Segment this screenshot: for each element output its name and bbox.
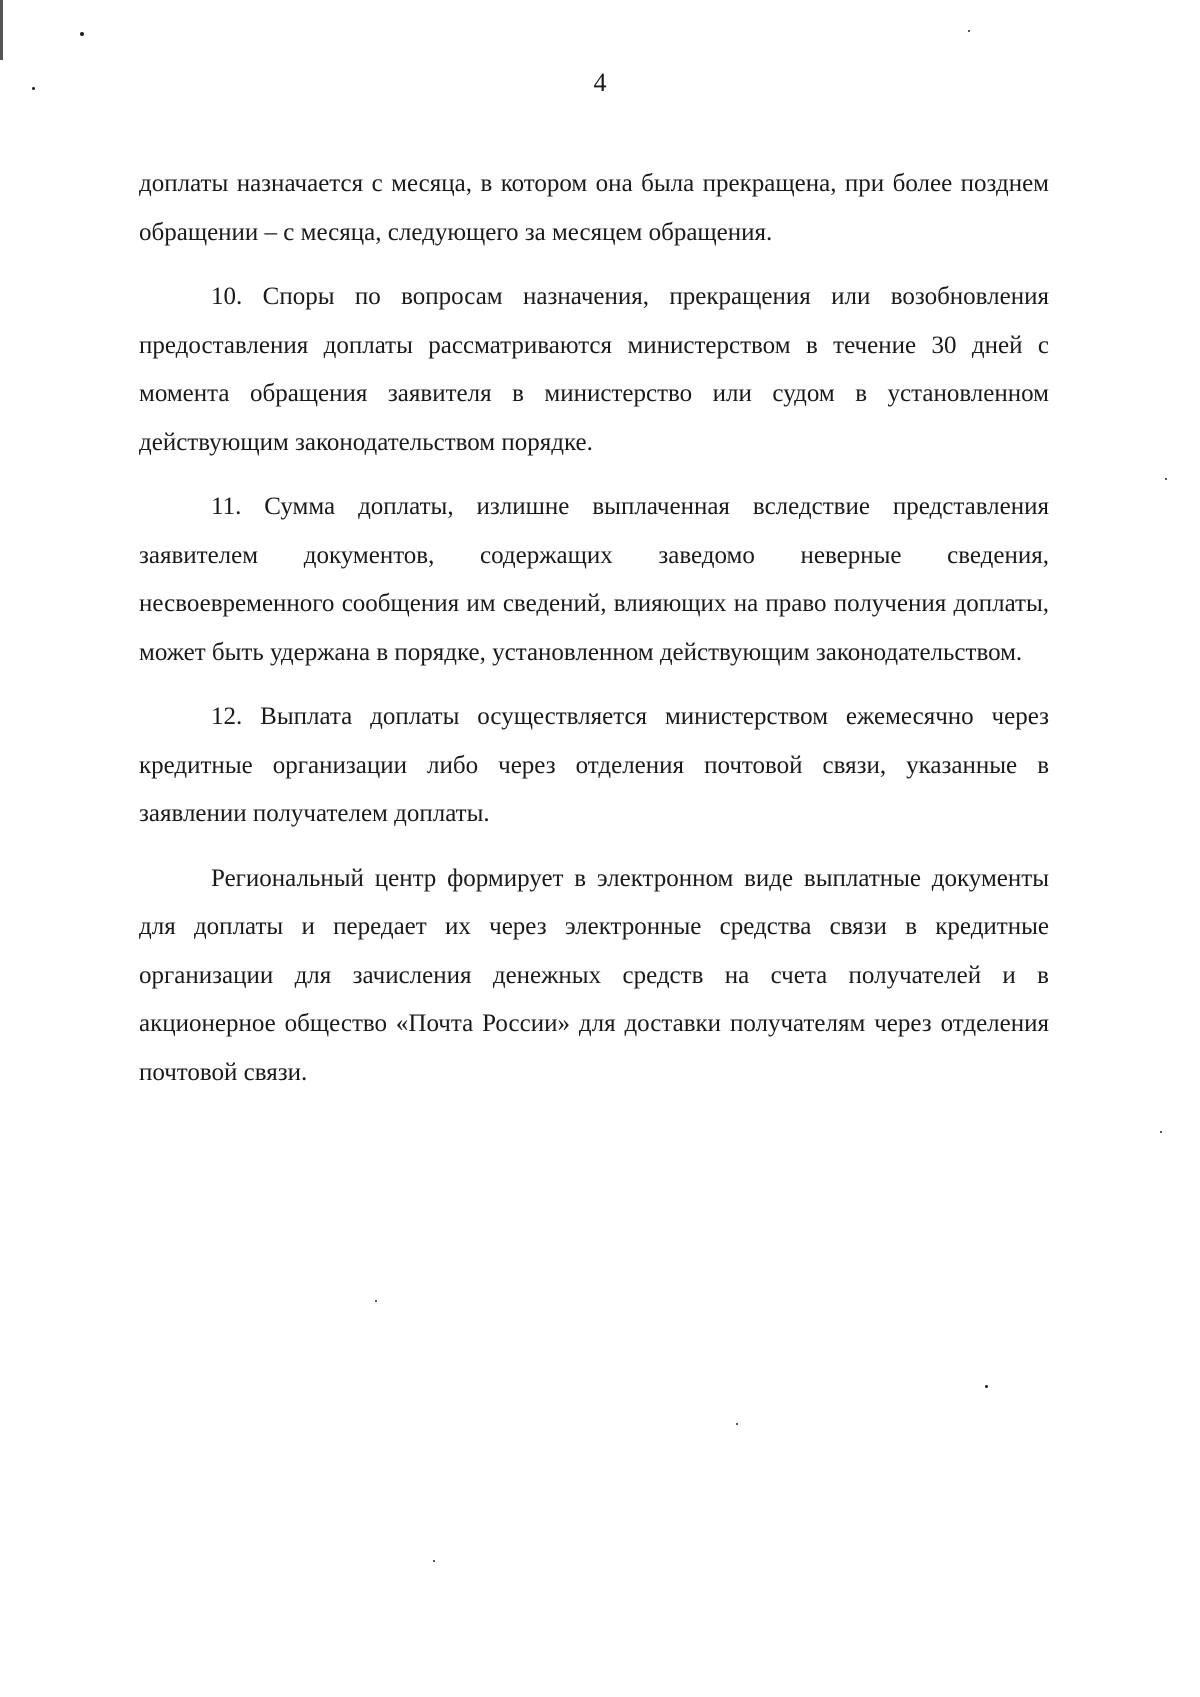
- scan-speck: [32, 87, 35, 90]
- scan-edge-mark: [0, 0, 3, 60]
- scan-speck: [1165, 478, 1167, 480]
- scan-speck: [968, 30, 970, 32]
- paragraph-continuation: доплаты назначается с месяца, в котором она была прекращена, при более позднем обращении – с месяца, следующего за месяцем обращения.: [139, 170, 1049, 246]
- scan-speck: [736, 1423, 738, 1425]
- paragraph-item-11: 11. Сумма доплаты, излишне выплаченная вследствие представления заявителем документов, содержащих заведомо неверные сведения, несвоевременного сообщения им сведений, влияющих на право получения доплаты, может быть удержана в порядке, установленном действующим законодательством.: [139, 493, 1049, 666]
- scan-speck: [985, 1385, 988, 1388]
- scan-speck: [80, 32, 84, 36]
- paragraph-regional-center: Региональный центр формирует в электронном виде выплатные документы для доплаты и передает их через электронные средства связи в кредитные организации для зачисления денежных средств на счета получателей и в акционерное общество «Почта России» для доставки получателям через отделения почтовой связи.: [139, 864, 1049, 1086]
- document-body: [139, 160, 1049, 1097]
- paragraph-item-10: 10. Споры по вопросам назначения, прекращения или возобновления предоставления доплаты рассматриваются министерством в течение 30 дней с момента обращения заявителя в министерство или судом в установленном действующим законодательством порядке.: [139, 283, 1049, 456]
- scan-speck: [1160, 1131, 1162, 1133]
- page-number: 4: [593, 68, 607, 97]
- paragraph-item-12: 12. Выплата доплаты осуществляется министерством ежемесячно через кредитные организации либо через отделения почтовой связи, указанные в заявлении получателем доплаты.: [139, 703, 1049, 827]
- scan-speck: [433, 1560, 435, 1562]
- scan-speck: [375, 1300, 377, 1302]
